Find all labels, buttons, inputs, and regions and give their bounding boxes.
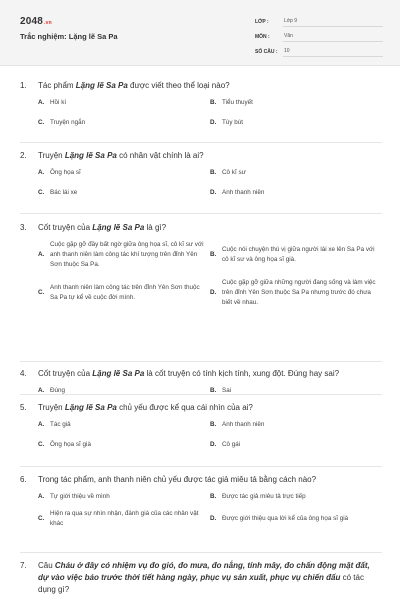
quiz-title: Trắc nghiệm: Lặng lẽ Sa Pa — [20, 32, 118, 41]
option-c[interactable] — [38, 118, 210, 128]
option-text: Cuộc nói chuyện thú vị giữa người lái xe lên Sa Pa với cô kĩ sư và ông họa sĩ già. — [222, 246, 375, 263]
option-text: Truyện ngắn — [50, 119, 86, 126]
question-text-pre: Tác phẩm — [38, 81, 76, 90]
option-text: Cô gái — [222, 441, 241, 448]
option-key: D. — [210, 515, 217, 522]
quiz-meta — [255, 12, 383, 57]
question-text-post: là cốt truyện có tính kịch tính, xung đột. Đúng hay sai? — [144, 369, 340, 378]
option-text: Anh thanh niên — [222, 421, 265, 428]
question-5 — [20, 402, 382, 450]
question-number: 5. — [20, 403, 27, 412]
option-key: B. — [210, 493, 217, 500]
answer-options — [20, 168, 382, 198]
option-a[interactable] — [38, 240, 210, 270]
option-text: Ông họa sĩ già — [50, 441, 91, 448]
question-text-post: có nhân vật chính là ai? — [116, 151, 204, 160]
option-a[interactable] — [38, 98, 210, 108]
option-text: Cô kĩ sư — [222, 169, 246, 176]
option-b[interactable] — [210, 492, 382, 502]
option-text: Hiện ra qua sự nhìn nhận, đánh giá của các nhân vật khác — [50, 510, 199, 527]
question-text-post: chủ yếu được kể qua cái nhìn của ai? — [116, 403, 253, 412]
option-key: B. — [210, 387, 217, 394]
option-text: Anh thanh niên làm công tác trên đỉnh Yên Sơn thuộc Sa Pa tự kể về cuộc đời mình. — [50, 284, 200, 301]
meta-row-count — [255, 42, 383, 57]
option-b[interactable] — [210, 240, 382, 270]
option-text: Cuộc gặp gỡ đầy bất ngờ giữa ông họa sĩ, cô kĩ sư với anh thanh niên làm công tác khí tượng trên đỉnh Yên Sơn thuộc Sa Pa. — [50, 241, 204, 268]
option-key: C. — [38, 289, 45, 296]
question-text — [20, 222, 382, 234]
option-text: Hồi kí — [50, 99, 67, 106]
option-b[interactable] — [210, 420, 382, 430]
question-number: 3. — [20, 223, 27, 232]
question-text-pre: Truyện — [38, 151, 65, 160]
meta-count-value: 10 — [283, 48, 383, 57]
question-3 — [20, 222, 382, 308]
logo-suffix: .vn — [44, 20, 52, 26]
option-d[interactable] — [210, 278, 382, 308]
option-text: Anh thanh niên — [222, 189, 265, 196]
option-key: A. — [38, 493, 45, 500]
option-c[interactable] — [38, 278, 210, 308]
question-number: 2. — [20, 151, 27, 160]
meta-row-subject — [255, 27, 383, 42]
option-text: Được tác giả miêu tả trực tiếp — [222, 493, 306, 500]
option-a[interactable] — [38, 420, 210, 430]
question-text — [20, 402, 382, 414]
option-text: Tùy bút — [222, 119, 243, 126]
page-header — [0, 0, 400, 66]
option-d[interactable] — [210, 188, 382, 198]
option-key: C. — [38, 441, 45, 448]
meta-subject-label: MÔN : — [255, 34, 270, 40]
question-text-post: được viết theo thể loại nào? — [127, 81, 230, 90]
option-key: A. — [38, 99, 45, 106]
option-key: A. — [38, 169, 45, 176]
divider — [20, 142, 382, 143]
question-text — [20, 474, 382, 486]
option-d[interactable] — [210, 118, 382, 128]
quoted-passage: Cháu ở đây có nhiệm vụ đo gió, đo mưa, đo nắng, tính mây, đo chấn động mặt đất, dự vào việc báo trước thời tiết hàng ngày, phục vụ sản xuất, phục vụ chiến đấu — [38, 561, 370, 582]
option-d[interactable] — [210, 440, 382, 450]
question-text-pre: Cốt truyện của — [38, 369, 93, 378]
question-text-pre: Truyện — [38, 403, 65, 412]
option-text: Ông họa sĩ — [50, 169, 81, 176]
logo-text: 2048 — [20, 16, 44, 27]
question-text — [20, 560, 382, 596]
option-a[interactable] — [38, 492, 210, 502]
option-text: Cuộc gặp gỡ giữa những người đang sống và làm việc trên đỉnh Yên Sơn thuộc Sa Pa nhưng trước đó chưa biết về nhau. — [222, 279, 376, 306]
option-a[interactable] — [38, 168, 210, 178]
question-6 — [20, 474, 382, 529]
option-key: D. — [210, 289, 217, 296]
meta-row-class — [255, 12, 383, 27]
divider — [20, 552, 382, 553]
option-text: Tác giả — [50, 421, 71, 428]
option-key: A. — [38, 251, 45, 258]
question-4 — [20, 368, 382, 396]
meta-class-label: LỚP : — [255, 19, 269, 25]
question-7 — [20, 560, 382, 596]
meta-subject-value: Văn — [283, 33, 383, 42]
question-number: 4. — [20, 369, 27, 378]
question-text — [20, 80, 382, 92]
work-title: Lặng lẽ Sa Pa — [64, 151, 117, 160]
question-text-pre: Cốt truyện của — [38, 223, 93, 232]
answer-options — [20, 420, 382, 450]
work-title: Lặng lẽ Sa Pa — [75, 81, 128, 90]
option-text: Đúng — [50, 387, 66, 394]
option-text: Tự giới thiệu về mình — [50, 493, 110, 500]
work-title: Lặng lẽ Sa Pa — [64, 403, 117, 412]
divider — [20, 466, 382, 467]
option-key: D. — [210, 189, 217, 196]
question-number: 6. — [20, 475, 27, 484]
answer-options — [20, 240, 382, 308]
option-key: D. — [210, 441, 217, 448]
site-logo[interactable] — [20, 16, 52, 27]
question-text-post: là gì? — [144, 223, 167, 232]
option-key: A. — [38, 387, 45, 394]
option-key: B. — [210, 421, 217, 428]
option-key: B. — [210, 99, 217, 106]
option-key: D. — [210, 119, 217, 126]
question-1 — [20, 80, 382, 128]
meta-count-label: SỐ CÂU : — [255, 49, 278, 55]
divider — [20, 394, 382, 395]
option-c[interactable] — [38, 440, 210, 450]
option-text: Tiểu thuyết — [222, 99, 253, 106]
option-key: B. — [210, 169, 217, 176]
question-text-post: có tác dụng gì? — [38, 573, 364, 594]
option-c[interactable] — [38, 509, 210, 529]
work-title: Lặng lẽ Sa Pa — [92, 223, 145, 232]
question-text-pre: Câu — [38, 561, 55, 570]
option-key: C. — [38, 515, 45, 522]
option-b[interactable] — [210, 98, 382, 108]
answer-options — [20, 492, 382, 529]
question-2 — [20, 150, 382, 198]
option-text: Sai — [222, 387, 232, 394]
option-c[interactable] — [38, 188, 210, 198]
option-text: Được giới thiệu qua lời kể của ông họa sĩ già — [222, 515, 349, 522]
option-d[interactable] — [210, 509, 382, 529]
question-text-pre: Trong tác phẩm, anh thanh niên chủ yếu được tác giả miêu tả bằng cách nào? — [38, 475, 317, 484]
divider — [20, 213, 382, 214]
meta-class-value: Lớp 9 — [283, 18, 383, 27]
divider — [20, 361, 382, 362]
question-number: 7. — [20, 561, 27, 570]
option-key: A. — [38, 421, 45, 428]
work-title: Lặng lẽ Sa Pa — [92, 369, 145, 378]
option-key: C. — [38, 189, 45, 196]
option-b[interactable] — [210, 168, 382, 178]
answer-options — [20, 98, 382, 128]
option-text: Bác lái xe — [50, 189, 78, 196]
option-key: C. — [38, 119, 45, 126]
option-key: B. — [210, 251, 217, 258]
question-text — [20, 368, 382, 380]
question-number: 1. — [20, 81, 27, 90]
question-text — [20, 150, 382, 162]
